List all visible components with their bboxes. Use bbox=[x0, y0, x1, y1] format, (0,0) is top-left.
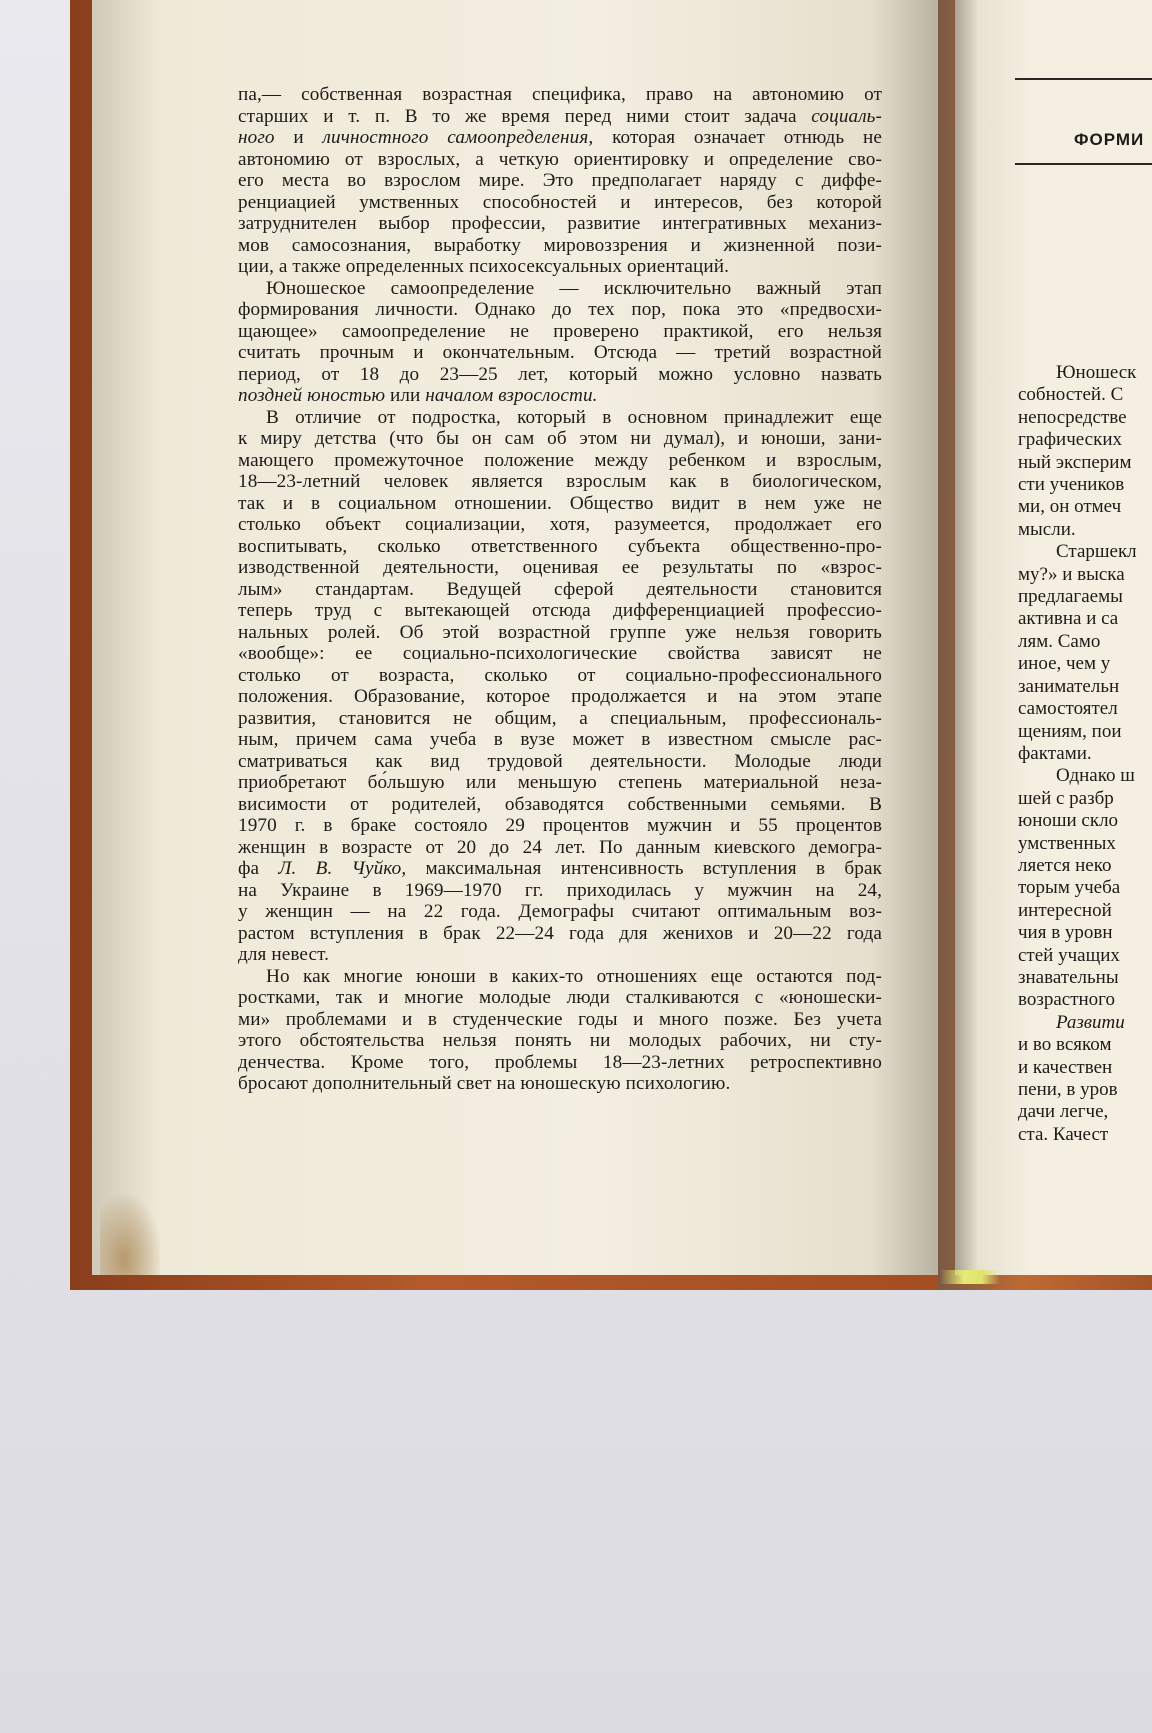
text-line: ростками, так и многие молодые люди сталкиваются с «юношески- bbox=[238, 987, 882, 1008]
text-line: положения. Образование, которое продолжается и на этом этапе bbox=[238, 686, 882, 707]
text-line: автономию от взрослых, а четкую ориентировку и определение сво- bbox=[238, 148, 882, 170]
text-line: для невест. bbox=[238, 944, 330, 965]
right-page-line: сти учеников bbox=[1018, 474, 1125, 496]
text-line: приобретают бо́льшую или меньшую степень материальной неза- bbox=[238, 772, 882, 793]
text-line: денчества. Кроме того, проблемы 18—23-летних ретроспективно bbox=[238, 1051, 882, 1073]
right-page-line: занимательн bbox=[1018, 675, 1120, 697]
right-page-line: Развити bbox=[1056, 1011, 1125, 1033]
text-line: бросают дополнительный свет на юношескую психологию. bbox=[238, 1073, 731, 1094]
text-line: растом вступления в брак 22—24 года для женихов и 20—22 года bbox=[238, 922, 882, 944]
text-line: поздней юностью или началом взрослости. bbox=[238, 385, 598, 406]
right-page-line: ми, он отмеч bbox=[1018, 496, 1122, 518]
right-page-line: стей учащих bbox=[1018, 944, 1120, 966]
text-line: период, от 18 до 23—25 лет, который можно условно назвать bbox=[238, 363, 882, 385]
right-page-top-rule bbox=[1015, 78, 1152, 80]
text-line: старших и т. п. В то же время перед ними стоит задача социаль- bbox=[238, 105, 882, 127]
text-line: столько объект социализации, хотя, разумеется, продолжает его bbox=[238, 514, 882, 535]
right-page-line: Юношеск bbox=[1056, 362, 1137, 383]
right-page-line: и качествен bbox=[1018, 1056, 1113, 1078]
right-page-line: дачи легче, bbox=[1018, 1101, 1109, 1123]
text-line: сматриваться как вид трудовой деятельности. Молодые люди bbox=[238, 750, 882, 772]
text-line: висимости от родителей, обзаводятся собственными семьями. В bbox=[238, 793, 882, 815]
text-line: щающее» самоопределение не проверено практикой, его нельзя bbox=[238, 320, 882, 342]
right-page-line: собностей. С bbox=[1018, 384, 1124, 406]
right-page-line: юноши скло bbox=[1018, 810, 1119, 832]
right-page-heading: ФОРМИ bbox=[1074, 130, 1145, 149]
right-page-text bbox=[1018, 362, 1152, 1146]
right-page-line: активна и са bbox=[1018, 608, 1119, 630]
right-page-line: мысли. bbox=[1018, 518, 1076, 540]
right-page-line: интересной bbox=[1018, 899, 1112, 921]
right-page-line: самостоятел bbox=[1018, 698, 1118, 720]
text-line: 1970 г. в браке состояло 29 процентов мужчин и 55 процентов bbox=[238, 815, 882, 836]
text-line: ции, а также определенных психосексуальных ориентаций. bbox=[238, 256, 730, 277]
text-line: ми» проблемами и в студенческие годы и много позже. Без учета bbox=[238, 1008, 882, 1030]
text-line: лым» стандартам. Ведущей сферой деятельности становится bbox=[238, 578, 882, 600]
text-line: ного и личностного самоопределения, которая означает отнюдь не bbox=[238, 127, 882, 148]
text-line: ным, причем сама учеба в вузе может в известном смысле рас- bbox=[238, 729, 882, 750]
right-page-line: ляется неко bbox=[1018, 854, 1112, 876]
right-page-line: ста. Качест bbox=[1018, 1123, 1109, 1145]
text-line: столько от возраста, сколько от социально-профессионального bbox=[238, 664, 882, 686]
right-page-line: пени, в уров bbox=[1018, 1079, 1118, 1100]
text-line: считать прочным и окончательным. Отсюда — третий возрастной bbox=[238, 342, 882, 363]
right-page-line: иное, чем у bbox=[1018, 653, 1111, 675]
paragraph bbox=[210, 407, 882, 966]
right-page-line: непосредстве bbox=[1018, 406, 1127, 428]
page-stain bbox=[100, 1195, 160, 1275]
right-page-line: и во всяком bbox=[1018, 1034, 1112, 1056]
right-page-line: фактами. bbox=[1018, 742, 1092, 764]
text-line: нальных ролей. Об этой возрастной группе уже нельзя говорить bbox=[238, 621, 882, 643]
text-line: фа Л. В. Чуйко, максимальная интенсивность вступления в брак bbox=[238, 858, 883, 879]
text-line: развития, становится не общим, а специальным, профессиональ- bbox=[238, 707, 882, 729]
paragraph bbox=[210, 84, 882, 278]
left-page-text bbox=[210, 84, 882, 1095]
text-line: у женщин — на 22 года. Демографы считают оптимальным воз- bbox=[238, 901, 882, 922]
paragraph bbox=[210, 966, 882, 1095]
text-line: 18—23-летний человек является взрослым как в биологическом, bbox=[238, 471, 882, 492]
right-page-line: знавательны bbox=[1018, 966, 1119, 988]
right-page-line: лям. Само bbox=[1018, 630, 1101, 652]
right-page-line: чия в уровн bbox=[1018, 922, 1113, 944]
right-page-line: торым учеба bbox=[1018, 877, 1121, 899]
right-page-line: графических bbox=[1018, 429, 1122, 451]
text-line: мов самосознания, выработку мировоззрения и жизненной пози- bbox=[238, 234, 882, 256]
text-line: ренциацией умственных способностей и интересов, без которой bbox=[238, 191, 882, 213]
text-line: затруднителен выбор профессии, развитие интегративных механиз- bbox=[238, 213, 882, 234]
text-line: Но как многие юноши в каких-то отношениях еще остаются под- bbox=[266, 965, 882, 987]
text-line: его места во взрослом мире. Это предполагает наряду с диффе- bbox=[238, 170, 882, 191]
text-line: воспитывать, сколько ответственного субъекта общественно-про- bbox=[238, 535, 882, 557]
right-page-line: возрастного bbox=[1018, 989, 1116, 1011]
right-page-heading-rule bbox=[1015, 163, 1152, 165]
text-line: изводственной деятельности, оценивая ее результаты по «взрос- bbox=[238, 557, 882, 578]
text-line: на Украине в 1969—1970 гг. приходилась у мужчин на 24, bbox=[238, 879, 882, 901]
text-line: так и в социальном отношении. Общество видит в нем уже не bbox=[238, 492, 882, 514]
text-line: к миру детства (что бы он сам об этом ни думал), и юноши, зани- bbox=[238, 428, 882, 449]
text-line: женщин в возрасте от 20 до 24 лет. По данным киевского демогра- bbox=[238, 836, 882, 858]
right-page-line: умственных bbox=[1018, 832, 1116, 854]
text-line: В отличие от подростка, который в основном принадлежит еще bbox=[266, 406, 882, 428]
right-page-line: му?» и выска bbox=[1018, 563, 1125, 585]
right-page-line: Старшекл bbox=[1056, 541, 1137, 563]
right-page-line: ный эксперим bbox=[1018, 451, 1132, 473]
text-line: «вообще»: ее социально-психологические свойства зависят не bbox=[238, 643, 882, 664]
right-page-line: щениям, пои bbox=[1018, 720, 1122, 742]
right-page-line: Однако ш bbox=[1056, 765, 1135, 787]
text-line: этого обстоятельства нельзя понять ни молодых рабочих, ни сту- bbox=[238, 1030, 882, 1051]
page-edge-tabs bbox=[940, 1270, 1000, 1284]
right-page-line: предлагаемы bbox=[1018, 586, 1123, 608]
text-line: формирования личности. Однако до тех пор, пока это «предвосхи- bbox=[238, 299, 882, 320]
text-line: теперь труд с вытекающей отсюда дифференциацией профессио- bbox=[238, 600, 882, 621]
text-line: Юношеское самоопределение — исключительно важный этап bbox=[266, 277, 882, 299]
text-line: па,— собственная возрастная специфика, право на автономию от bbox=[238, 84, 882, 105]
text-line: мающего промежуточное положение между ребенком и взрослым, bbox=[238, 449, 882, 471]
paragraph bbox=[210, 278, 882, 407]
right-page-line: шей с разбр bbox=[1018, 787, 1114, 809]
